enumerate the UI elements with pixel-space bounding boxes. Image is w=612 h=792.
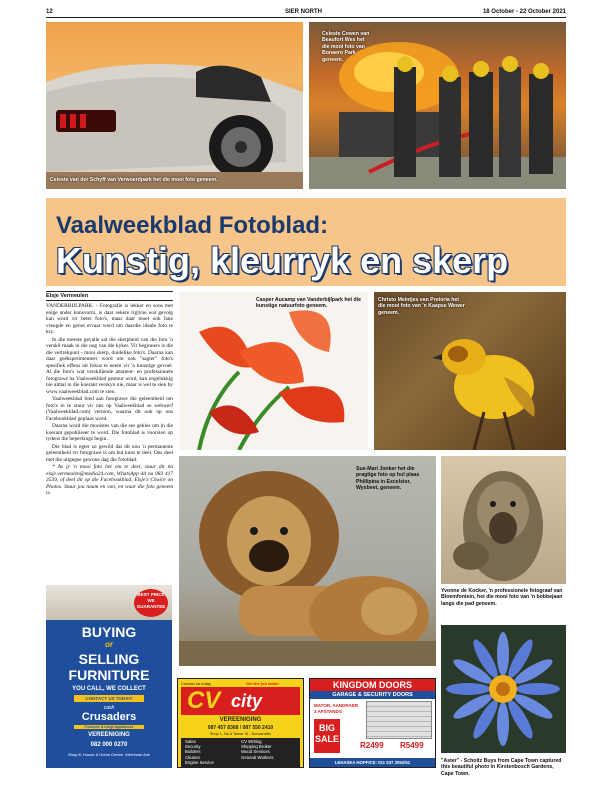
- aster-illustration: [441, 625, 566, 753]
- car-illustration: [46, 22, 303, 189]
- kingdom-doors-advert: [309, 678, 436, 768]
- header-rule: [46, 17, 566, 18]
- ad-branch: VEREENIGING: [88, 732, 130, 738]
- article-paragraph: Die blad is egter so gewild dat dit nou 'n permanente geleentheid vir fotograwe is om hul kuns te deel. Ons deel met die uitgegee gewone dag die fotoblad.: [46, 443, 173, 463]
- kd-offer-2: 2 AFSTANDS: [314, 709, 342, 714]
- kd-footer: LEHASEA HOPFICE: 011 037 2052/61: [310, 758, 435, 767]
- page-number: 12: [46, 9, 53, 15]
- cv-city-advert: [177, 678, 304, 768]
- car-photo-caption: Celeste van der Schyff van Verwoerdpark het die mooi foto geneem.: [50, 177, 218, 183]
- ad-phone: 082 000 0270: [90, 742, 128, 748]
- cv-service-item: Wood Services: [241, 749, 270, 755]
- headline-banner: [46, 198, 566, 286]
- cv-service-item: Builders: [185, 749, 201, 755]
- cv-service-item: Engine Service: [185, 759, 214, 765]
- cv-ad-logo-cv: CV: [187, 687, 221, 714]
- cv-service-item: Cleaner: [185, 754, 201, 760]
- kd-price-1: R2499: [360, 741, 384, 750]
- banner-title: Vaalweekblad Fotoblad:: [56, 212, 329, 239]
- best-price-badge: BEST PRICE WE GUARANTEE: [134, 589, 168, 617]
- baboon-photo-caption: Yvonne de Kocker, 'n professionele fotograaf van Bloemfontein, het die mooi foto van 'n bobbejaan langs die pad geneem.: [441, 588, 563, 607]
- flowers-photo: [179, 292, 368, 450]
- car-photo: [46, 22, 303, 189]
- cv-services-left: [185, 739, 214, 765]
- ad-brand-top: cash: [103, 705, 115, 711]
- flowers-illustration: [179, 292, 368, 450]
- lions-photo-caption: Sue-Mari Jonker het die pragtige foto op hul plaas Phillipina in Excelsior, Wysbeet, geneem.: [356, 466, 420, 492]
- article-paragraph: Daarna word die mooistes van die ses gekies om in die koerant gepubliseer te word. Die fotoblad is voorsien op tydens die beperkings begin.: [46, 423, 173, 442]
- cv-ad-phone: 087 457 8368 / 087 550 2410: [207, 725, 274, 731]
- furniture-advert: [46, 585, 172, 768]
- cv-ad-location: VEREENIGING: [219, 717, 262, 723]
- kd-offer-1: MATOR, AANDRAER: [314, 703, 359, 708]
- cv-service-item: General Workers: [241, 754, 274, 760]
- issue-date: 18 October - 22 October 2021: [482, 9, 566, 15]
- aster-photo-caption: "Aster" - Scholtz Buys from Cape Town captured this beautiful photo in Kirstenbosch Gardens, Cape Town.: [441, 758, 562, 777]
- banner-subtitle: Kunstig, kleurryk en skerp: [56, 240, 509, 281]
- cv-service-item: Security: [185, 744, 201, 750]
- ad-you-call: YOU CALL, WE COLLECT: [72, 686, 146, 692]
- ad-or: or: [105, 640, 113, 649]
- article-paragraph: VANDERBIJLPARK. - Fotografie is lekker en soos met enige ander kunsvorm, is daar sekere riglyne wat gevolg kan word vir beter foto's, maar daar moet ook baie vreugde en genot ervaar word om daardie ideale foto te kry.: [46, 303, 173, 335]
- article-paragraph: In die meeste gevalle sal die skerpheid van die foto 'n verskil maak in die oog van die kyker. Vir beginners is die die vertrekpunt - mooi skerp, duidelike foto's. Daarna kan daar geëksperimenteer word om ook "sagter" foto's spesifiek effens uit fokus te neem vir 'n kunstige gevoel. Al die foto's wat verskillende amateur- en professionele fotograwe na Vaalweekblad gestuur word, kan ongelukkig nie almal in die koerant verskyn nie, maar is wel te sien by www.vaalweekblad.com te sien.: [46, 336, 173, 395]
- baboon-photo: [441, 456, 566, 584]
- kd-price-2: R5499: [400, 741, 424, 750]
- ad-buying: BUYING: [81, 624, 137, 640]
- kd-title: KINGDOM DOORS: [310, 679, 435, 691]
- ad-contact: CONTACT US TODAY!: [74, 695, 144, 702]
- publication-name: SIER NORTH: [285, 9, 323, 15]
- article-paragraph: Vaalweekblad bied aan fotograwe die geleentheid om foto's in te stuur vir ons op Vaalweekblad se webwerf (Vaalweekblad.com) vertoon, waarna dit ook op ons Facebookblad geplaas word.: [46, 396, 173, 422]
- ad-selling: SELLING: [78, 651, 140, 667]
- ad-brand-sub: Furniture & Large Appliances: [74, 725, 144, 729]
- ad-address: Shop 8, House & Home Centre, Merriman Ave: [68, 752, 150, 757]
- cv-ad-logo-city: city: [231, 691, 263, 711]
- aster-photo: [441, 625, 566, 753]
- cv-ad-services: [181, 738, 300, 767]
- cv-service-item: Sales: [185, 739, 196, 744]
- kd-door-image: [366, 701, 432, 739]
- flowers-photo-caption: Casper Aucamp van Vanderbijlpark het die kunstige natuurfoto geneem.: [256, 297, 362, 310]
- kd-subtitle: GARAGE & SECURITY DOORS: [310, 691, 435, 699]
- cv-ad-tagline: Get the job faster: [246, 681, 279, 686]
- cv-service-item: Shipping Broker: [241, 744, 272, 750]
- ad-brand-logo: Crusaders: [81, 711, 137, 723]
- cv-ad-logo-box: [181, 687, 300, 715]
- bird-photo-caption: Christo Meintjes van Pretoria het die mooi foto van 'n Kaapse Wewer geneem.: [378, 297, 465, 316]
- ad-furniture: FURNITURE: [68, 667, 150, 683]
- article-body: [46, 303, 173, 498]
- cv-ad-address: Shop 1, No 6 Tamar St - Duncanville: [209, 732, 272, 736]
- cv-service-item: CV Writing: [241, 739, 262, 744]
- cv-services-right: [241, 739, 273, 760]
- byline: Elsje Vermeulen: [46, 291, 173, 301]
- firefighters-photo-caption: Celeste Cowen van Beaufort Wes het die mooi foto van Bonaero Park geneem.: [322, 31, 370, 63]
- kd-big-sale: BIG SALE: [314, 719, 340, 753]
- article-paragraph: * As jy 'n mooi foto het om te deel, stuur dit na elsje.vermeulen@media24.com, WhatsApp dit na 083 417 3539, of deel dit op die Facebookblad, Elsje's Choice on Photos. Stuur jou naam en van, en waar die foto geneem is.: [46, 464, 173, 496]
- cv-ad-top-label: Contact us today: [181, 681, 212, 686]
- baboon-illustration: [441, 456, 566, 584]
